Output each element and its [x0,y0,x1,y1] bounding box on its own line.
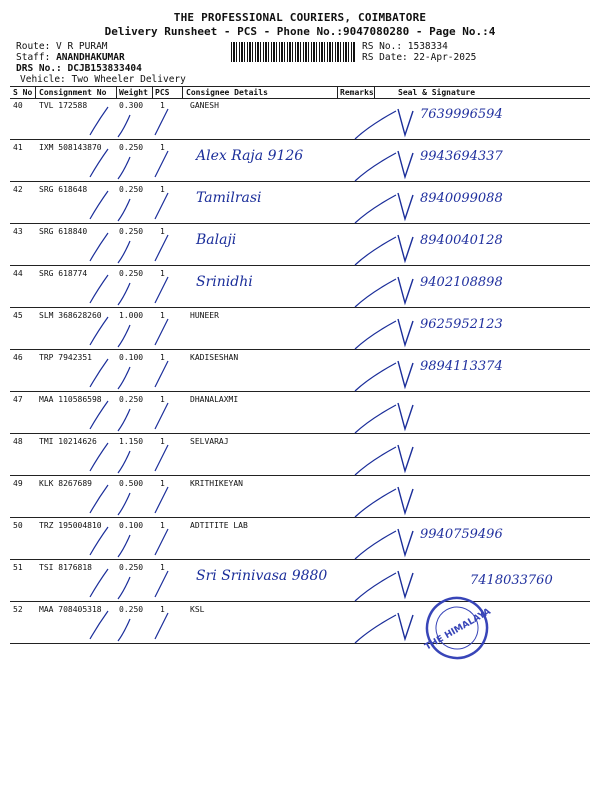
tick-marks [90,107,413,643]
handwritten-consignee: Tamilrasi [196,190,262,206]
cell-pcs: 1 [160,437,165,446]
pen-tick-1 [118,115,130,137]
cell-consignment-no: SRG 618648 [39,185,88,194]
check-mark [398,361,413,387]
cell-consignment-no: MAA 708405318 [39,605,102,614]
handwritten-signature-phone: 9625952123 [420,317,503,332]
runsheet-subtitle: Delivery Runsheet - PCS - Phone No.:9047080280 - Page No.:4 [104,25,496,38]
pen-tick-2 [155,151,168,177]
handwritten-consignee: Alex Raja 9126 [196,148,304,164]
cell-sno: 46 [13,353,23,362]
cell-sno: 50 [13,521,23,530]
handwritten-signature-phone: 7418033760 [470,573,553,588]
cell-consignment-no: TMI 10214626 [39,437,97,446]
pen-tick-2 [155,445,168,471]
cell-weight: 0.250 [119,605,144,614]
check-mark [398,571,413,597]
pen-tick-1 [118,451,130,473]
cell-consignee: ADTITITE LAB [190,521,248,530]
pen-tick-2 [155,235,168,261]
check-mark [398,487,413,513]
pen-tick-3 [355,573,396,601]
route-label: Route: V R PURAM [16,41,108,52]
cell-consignee: KRITHIKEYAN [190,479,243,488]
pen-tick-0 [90,317,108,345]
cell-consignee: KSL [190,605,205,614]
cell-consignment-no: IXM 508143870 [39,143,102,152]
cell-pcs: 1 [160,353,165,362]
cell-weight: 0.250 [119,563,144,572]
pen-tick-0 [90,611,108,639]
cell-sno: 42 [13,185,23,194]
handwritten-signature-phone: 9894113374 [420,359,503,374]
pen-tick-0 [90,443,108,471]
pen-tick-2 [155,571,168,597]
pen-tick-3 [355,405,396,433]
cell-consignment-no: TVL 172588 [39,101,88,110]
col-header-consignment: Consignment No [39,88,107,97]
cell-sno: 41 [13,143,23,152]
cell-pcs: 1 [160,563,165,572]
cell-consignment-no: SLM 368628260 [39,311,102,320]
check-mark [398,109,413,135]
cell-weight: 0.100 [119,353,144,362]
pen-tick-3 [355,321,396,349]
cell-consignment-no: TSI 8176818 [39,563,92,572]
handwritten-consignee: Srinidhi [196,274,253,290]
pen-tick-0 [90,401,108,429]
pen-tick-2 [155,193,168,219]
cell-weight: 1.000 [119,311,144,320]
cell-consignee: SELVARAJ [190,437,229,446]
pen-tick-0 [90,107,108,135]
vehicle-label: Vehicle: Two Wheeler Delivery [20,74,186,85]
pen-tick-1 [118,577,130,599]
cell-pcs: 1 [160,101,165,110]
pen-tick-0 [90,149,108,177]
check-mark [398,529,413,555]
check-mark [398,193,413,219]
cell-consignment-no: SRG 618840 [39,227,88,236]
cell-consignee: DHANALAXMI [190,395,239,404]
col-header-seal-signature: Seal & Signature [398,88,476,97]
check-mark [398,235,413,261]
check-mark [398,277,413,303]
handwritten-signature-phone: 8940099088 [420,191,503,206]
pen-tick-0 [90,527,108,555]
staff-name: ANANDHAKUMAR [56,52,125,63]
pen-tick-3 [355,111,396,139]
cell-consignment-no: SRG 618774 [39,269,88,278]
pen-tick-3 [355,279,396,307]
pen-tick-1 [118,535,130,557]
rs-date: RS Date: 22-Apr-2025 [362,52,477,63]
rs-number: RS No.: 1538334 [362,41,448,52]
cell-weight: 0.250 [119,143,144,152]
pen-tick-0 [90,569,108,597]
cell-consignee: KADISESHAN [190,353,239,362]
cell-consignment-no: TRZ 195004810 [39,521,102,530]
pen-tick-1 [118,619,130,641]
cell-consignment-no: KLK 8267689 [39,479,92,488]
handwritten-signature-phone: 8940040128 [420,233,503,248]
pen-tick-1 [118,283,130,305]
pen-tick-1 [118,241,130,263]
cell-consignment-no: MAA 110586598 [39,395,102,404]
pen-tick-0 [90,485,108,513]
pen-tick-2 [155,403,168,429]
handwritten-consignee: Balaji [196,232,237,248]
pen-tick-2 [155,109,168,135]
handwritten-signature-phone: 9402108898 [420,275,503,290]
pen-tick-1 [118,325,130,347]
pen-tick-1 [118,409,130,431]
col-header-pcs: PCS [155,88,170,97]
cell-weight: 0.250 [119,227,144,236]
pen-tick-3 [355,489,396,517]
cell-sno: 52 [13,605,23,614]
pen-tick-3 [355,237,396,265]
handwritten-signature-phone: 7639996594 [420,107,503,122]
cell-consignment-no: TRP 7942351 [39,353,92,362]
cell-pcs: 1 [160,185,165,194]
pen-tick-2 [155,277,168,303]
cell-pcs: 1 [160,311,165,320]
stamp-text: THE HIMALAYA [423,606,493,653]
cell-pcs: 1 [160,605,165,614]
cell-weight: 0.300 [119,101,144,110]
pen-tick-1 [118,367,130,389]
pen-tick-3 [355,195,396,223]
handwritten-signature-phone: 9943694337 [420,149,503,164]
cell-sno: 47 [13,395,23,404]
cell-weight: 1.150 [119,437,144,446]
check-mark [398,319,413,345]
pen-tick-1 [118,199,130,221]
pen-tick-3 [355,153,396,181]
pen-tick-2 [155,319,168,345]
pen-tick-2 [155,361,168,387]
cell-weight: 0.250 [119,269,144,278]
company-title: THE PROFESSIONAL COURIERS, COIMBATORE [173,11,427,24]
staff-label: Staff: [16,52,51,63]
pen-tick-0 [90,191,108,219]
pen-tick-1 [118,157,130,179]
check-mark [398,151,413,177]
col-header-remarks: Remarks [340,88,374,97]
cell-weight: 0.100 [119,521,144,530]
col-header-consignee: Consignee Details [186,88,268,97]
cell-weight: 0.250 [119,185,144,194]
cell-sno: 44 [13,269,23,278]
pen-tick-2 [155,487,168,513]
drs-number: DCJB153833404 [67,63,142,74]
cell-pcs: 1 [160,395,165,404]
pen-tick-2 [155,613,168,639]
pen-tick-3 [355,615,396,643]
company-stamp [410,583,504,672]
pen-tick-3 [355,531,396,559]
pen-tick-3 [355,447,396,475]
col-header-weight: Weight [119,88,148,97]
cell-pcs: 1 [160,227,165,236]
pen-tick-3 [355,363,396,391]
pen-tick-0 [90,359,108,387]
pen-tick-1 [118,493,130,515]
cell-sno: 51 [13,563,23,572]
cell-consignee: HUNEER [190,311,219,320]
cell-weight: 0.500 [119,479,144,488]
cell-sno: 45 [13,311,23,320]
check-mark [398,445,413,471]
drs-label: DRS No.: [16,63,62,74]
cell-weight: 0.250 [119,395,144,404]
check-mark [398,613,413,639]
pen-tick-0 [90,233,108,261]
cell-sno: 49 [13,479,23,488]
cell-consignee: GANESH [190,101,219,110]
cell-sno: 48 [13,437,23,446]
cell-sno: 40 [13,101,23,110]
cell-pcs: 1 [160,521,165,530]
pen-tick-2 [155,529,168,555]
handwritten-consignee: Sri Srinivasa 9880 [196,568,328,584]
cell-pcs: 1 [160,143,165,152]
pen-tick-0 [90,275,108,303]
cell-pcs: 1 [160,479,165,488]
check-mark [398,403,413,429]
handwritten-signature-phone: 9940759496 [420,527,503,542]
col-header-sno: S No [13,88,33,97]
cell-pcs: 1 [160,269,165,278]
cell-sno: 43 [13,227,23,236]
